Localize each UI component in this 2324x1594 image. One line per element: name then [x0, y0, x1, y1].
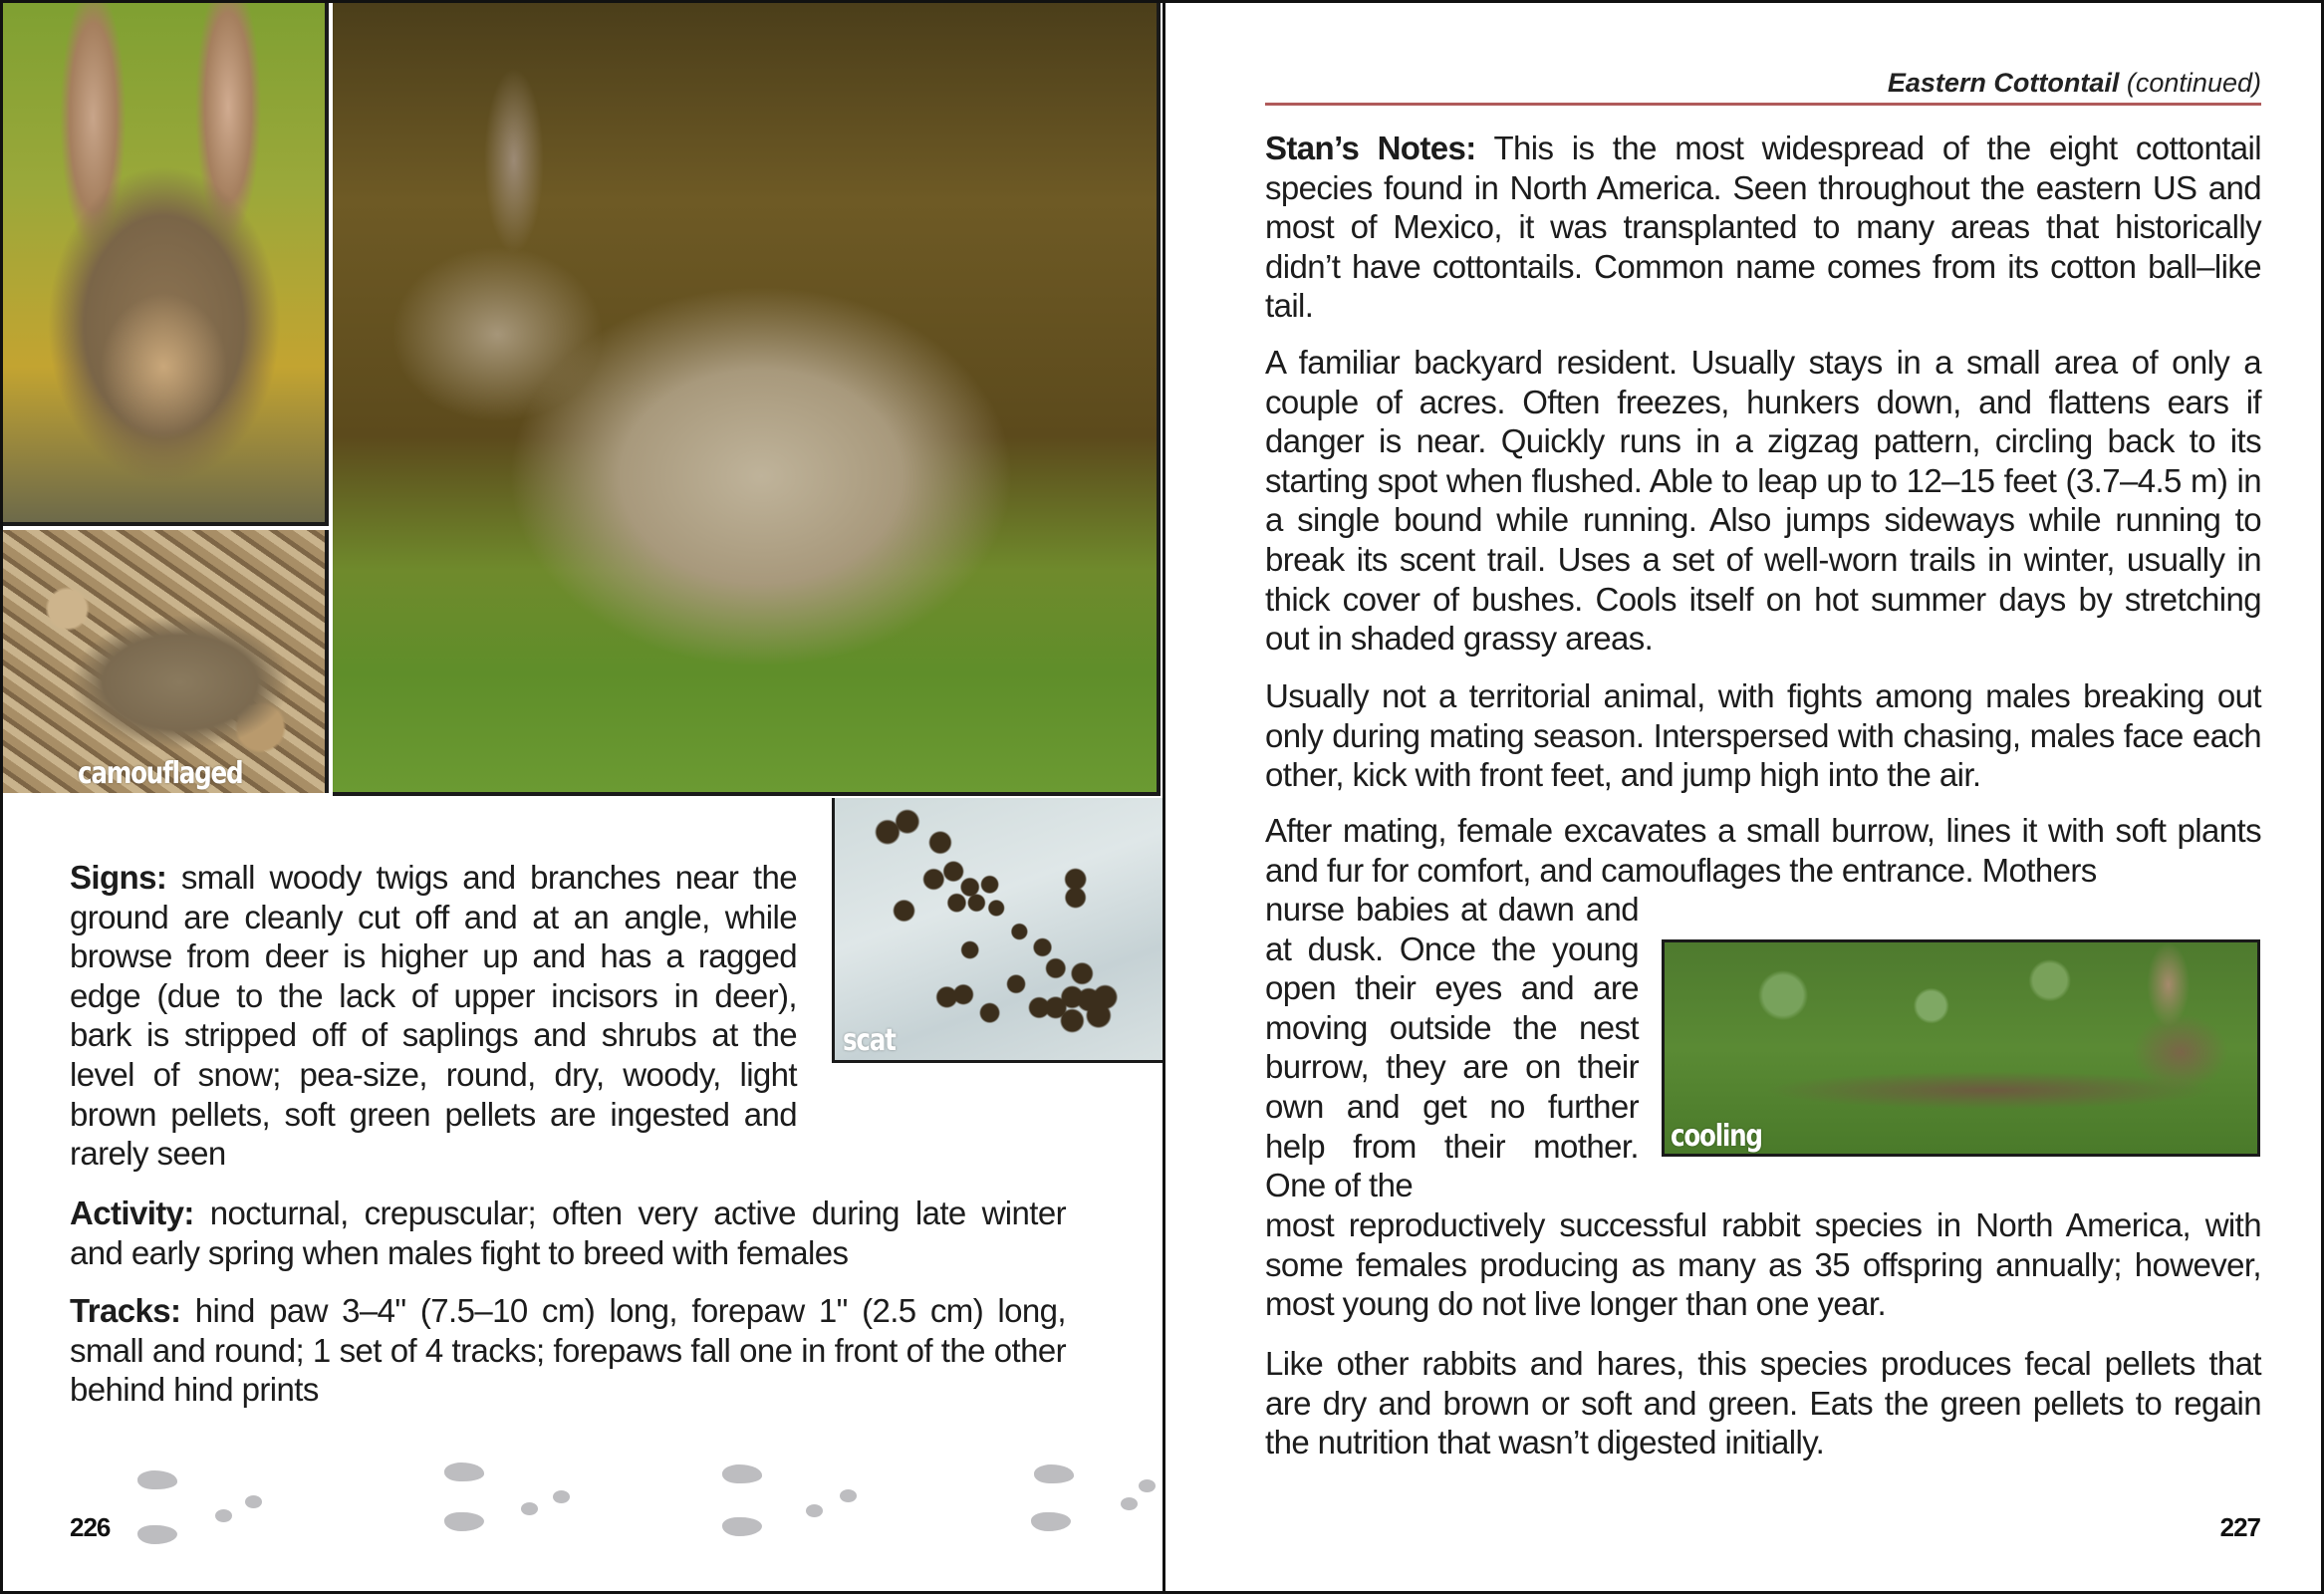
- paragraph-text: This is the most widespread of the eight cottontail species found in North America. Seen throughout the eastern US and most of Mexico, it was transplanted to many areas that historically didn’t have cottontails. Common name comes from its cotton ball–like tail.: [1265, 130, 2261, 325]
- activity-label: Activity:: [70, 1195, 194, 1231]
- rabbit-portrait-photo: [3, 3, 329, 526]
- page-gutter-divider: [1162, 3, 1165, 1591]
- stans-notes-paragraph-4-start: After mating, female excavates a small burrow, lines it with soft plants and fur for comfort, and camouflages the entrance. Mothers: [1265, 812, 2261, 889]
- header-rule: [1265, 103, 2261, 106]
- stans-notes-paragraph-4-wrap: nurse babies at dawn and at dusk. Once the young open their eyes and are moving outside the nest burrow, they are on their own and get no further help from their mother. One of the: [1265, 891, 1639, 1204]
- signs-label: Signs:: [70, 859, 167, 896]
- tracks-section: [70, 1291, 1066, 1410]
- running-head-species: Eastern Cottontail: [1887, 68, 2120, 98]
- stans-notes-paragraph-1: [1265, 129, 2261, 326]
- signs-text: small woody twigs and branches near the ground are cleanly cut off and at an angle, while browse from deer is higher up and has a ragged edge (due to the lack of upper incisors in deer), bark is stripped off of saplings and shrubs at the level of snow; pea-size, round, dry, woody, light brown pellets, soft green pellets are ingested and rarely seen: [70, 859, 797, 1173]
- photo-caption-scat: scat: [843, 1023, 896, 1058]
- running-head-suffix: (continued): [2126, 68, 2261, 98]
- signs-section: [70, 858, 797, 1174]
- tracks-text: hind paw 3–4" (7.5–10 cm) long, forepaw 1" (2.5 cm) long, small and round; 1 set of 4 tracks; forepaws fall one in front of the other behind hind prints: [70, 1292, 1066, 1409]
- photo-caption-cooling: cooling: [1671, 1119, 1762, 1154]
- rabbit-scat-photo: [832, 798, 1164, 1063]
- stans-notes-label: Stan’s Notes:: [1265, 130, 1476, 166]
- page-number-right: 227: [2219, 1512, 2260, 1542]
- rabbit-camouflaged-photo: [3, 530, 329, 793]
- stans-notes-paragraph-5: Like other rabbits and hares, this species produces fecal pellets that are dry and brown or soft and green. Eats the green pellets to regain the nutrition that wasn’t digested initially.: [1265, 1345, 2261, 1461]
- photo-caption-camouflaged: camouflaged: [78, 756, 243, 791]
- activity-text: nocturnal, crepuscular; often very active during late winter and early spring when males fight to breed with females: [70, 1195, 1066, 1271]
- tracks-label: Tracks:: [70, 1292, 181, 1329]
- rabbit-main-photo: [333, 3, 1161, 796]
- stans-notes-paragraph-2: A familiar backyard resident. Usually stays in a small area of only a couple of acres. Often freezes, hunkers down, and flattens ears if danger is near. Quickly runs in a zigzag pattern, circling back to its starting spot when flushed. Able to leap up to 12–15 feet (3.7–4.5 m) in a single bound while running. Also jumps sideways while running to break its scent trail. Uses a set of well-worn trails in winter, usually in thick cover of bushes. Cools itself on hot summer days by stretching out in shaded grassy areas.: [1265, 344, 2261, 658]
- rabbit-cooling-photo: [1662, 939, 2260, 1157]
- activity-section: [70, 1194, 1066, 1272]
- stans-notes-paragraph-3: Usually not a territorial animal, with fights among males breaking out only during mating season. Interspersed with chasing, males face each other, kick with front feet, and jump high into the air.: [1265, 677, 2261, 794]
- running-head: [1265, 67, 2261, 99]
- page-number-left: 226: [70, 1512, 111, 1542]
- stans-notes-paragraph-4-end: most reproductively successful rabbit species in North America, with some females producing as many as 35 offspring annually; however, most young do not live longer than one year.: [1265, 1206, 2261, 1323]
